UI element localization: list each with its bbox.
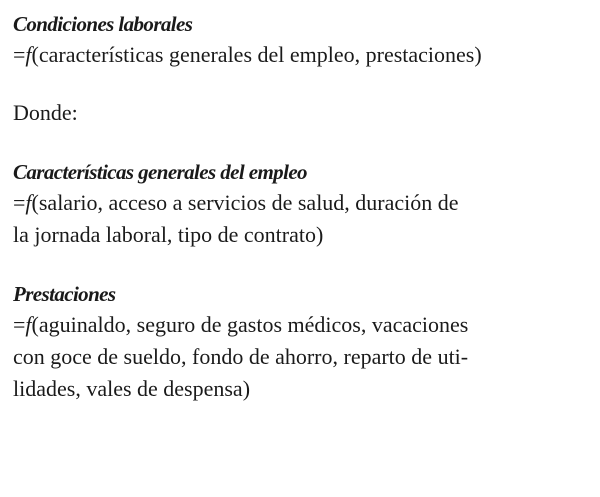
equals-sign: = [13, 42, 26, 67]
equation-condiciones-laborales [13, 39, 588, 71]
equation-prestaciones-line-1 [13, 309, 588, 341]
equation-caracteristicas-line-2: la jornada laboral, tipo de contrato) [13, 222, 324, 247]
equation-prestaciones-line-2: con goce de sueldo, fondo de ahorro, reparto de uti- [13, 344, 469, 369]
function-symbol: f [25, 190, 32, 215]
heading-condiciones-laborales: Condiciones laborales [13, 12, 193, 36]
equation-arguments: (salario, acceso a servicios de salud, duración de [31, 190, 459, 215]
function-symbol: f [25, 42, 32, 67]
equation-prestaciones-line-3: lidades, vales de despensa) [13, 376, 251, 401]
equation-arguments: (aguinaldo, seguro de gastos médicos, vacaciones [31, 312, 469, 337]
donde-label: Donde: [13, 100, 78, 125]
equals-sign: = [13, 190, 26, 215]
equation-caracteristicas-line-1 [13, 187, 588, 219]
heading-prestaciones: Prestaciones [13, 282, 116, 306]
equation-arguments: (características generales del empleo, prestaciones) [31, 42, 482, 67]
heading-caracteristicas-generales: Características generales del empleo [13, 160, 307, 184]
document-body [13, 9, 588, 405]
equals-sign: = [13, 312, 26, 337]
function-symbol: f [25, 312, 32, 337]
